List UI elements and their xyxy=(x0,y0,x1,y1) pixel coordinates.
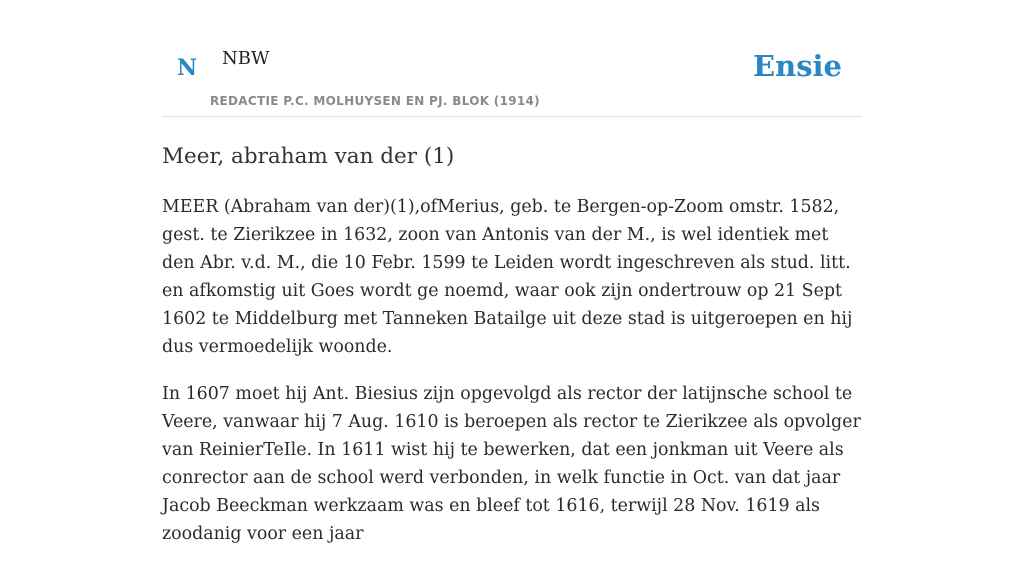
source-logo[interactable]: N xyxy=(177,55,198,81)
source-name[interactable]: NBW xyxy=(222,48,270,69)
article-paragraph: In 1607 moet hij Ant. Biesius zijn opgevolgd als rector der latijnsche school te Veere, vanwaar hij 7 Aug. 1610 is beroepen als rector te Zierikzee als opvolger van ReinierTeIle. In 1611 wist hij te bewerken, dat een jonkman uit Veere als conrector aan de school werd verbonden, in welk functie in Oct. van dat jaar Jacob Beeckman werkzaam was en bleef tot 1616, terwijl 28 Nov. 1619 als zoodanig voor een jaar xyxy=(162,383,861,544)
article-title: Meer, abraham van der (1) xyxy=(162,144,455,169)
page xyxy=(162,0,862,567)
brand-logo-link[interactable]: Ensie xyxy=(753,49,842,83)
article-paragraph: MEER (Abraham van der)(1),ofMerius, geb. te Bergen-op-Zoom omstr. 1582, gest. te Zierikzee in 1632, zoon van Antonis van der M., is wel identiek met den Abr. v.d. M., die 10 Febr. 1599 te Leiden wordt ingeschreven als stud. litt. en afkomstig uit Goes wordt ge noemd, waar ook zijn ondertrouw op 21 Sept 1602 te Middelburg met Tanneken Batailge uit deze stad is uitgeroepen en hij dus vermoedelijk woonde. xyxy=(162,196,853,357)
source-subtitle: REDACTIE P.C. MOLHUYSEN EN PJ. BLOK (1914) xyxy=(210,94,540,108)
header xyxy=(162,0,862,117)
article-body xyxy=(162,193,862,548)
